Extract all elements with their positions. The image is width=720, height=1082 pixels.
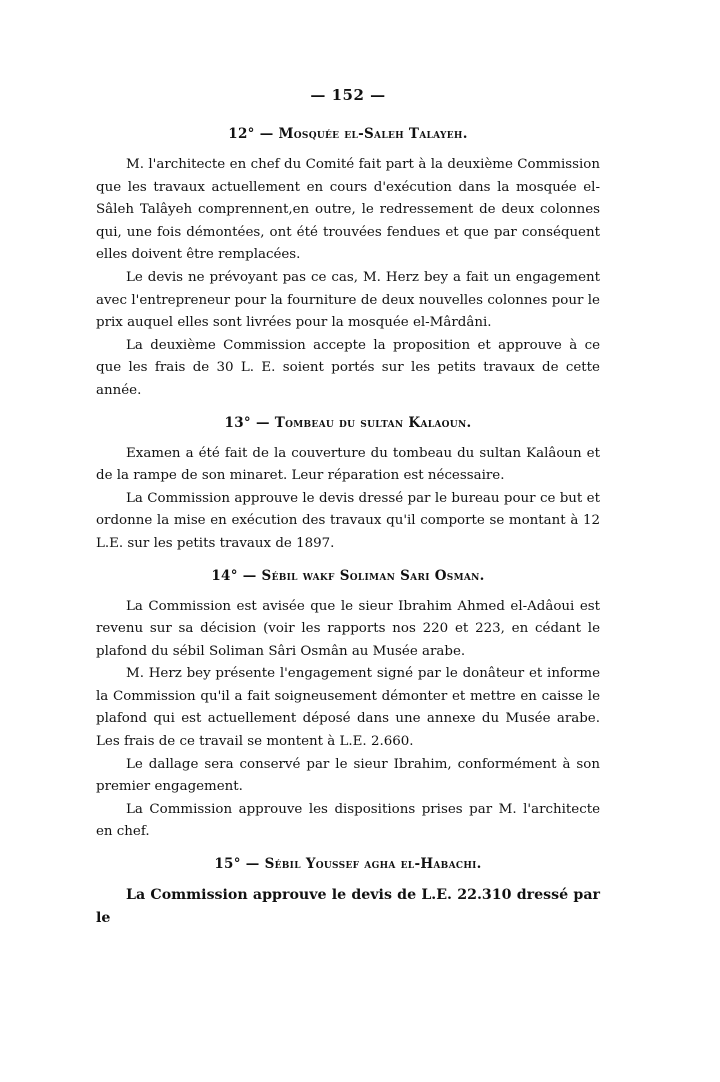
section-heading-14: 14° — Sébil wakf Soliman Sari Osman. — [211, 567, 485, 584]
paragraph: La Commission approuve les dispositions prises par M. l'architecte en chef. — [96, 801, 600, 840]
section-heading-13: 13° — Tombeau du sultan Kalaoun. — [224, 414, 472, 431]
paragraph: La Commission approuve le devis dressé par le bureau pour ce but et ordonne la mise en exécution des travaux qu'il comporte se montant à 12 L.E. sur les petits travaux de 1897. — [96, 490, 600, 551]
page-number: — 152 — — [310, 86, 386, 104]
paragraph: Le devis ne prévoyant pas ce cas, M. Herz bey a fait un engagement avec l'entrepreneur pour la fourniture de deux nouvelles colonnes pour le prix auquel elles sont livrées pour la mosquée el-Mârdâni. — [96, 269, 600, 331]
paragraph: La Commission est avisée que le sieur Ibrahim Ahmed el-Adâoui est revenu sur sa décision (voir les rapports nos 220 et 223, en cédant le plafond du sébil Soliman Sâri Osmân au Musée arabe. — [96, 598, 600, 659]
paragraph: Le dallage sera conservé par le sieur Ibrahim, conformément à son premier engagement. — [96, 756, 600, 795]
section-heading-15: 15° — Sébil Youssef agha el-Habachi. — [214, 856, 482, 873]
paragraph: Examen a été fait de la couverture du tombeau du sultan Kalâoun et de la rampe de son minaret. Leur réparation est nécessaire. — [96, 445, 600, 484]
document-page — [96, 86, 600, 929]
section-heading-12: 12° — Mosquée el-Saleh Talayeh. — [228, 126, 468, 142]
paragraph: M. Herz bey présente l'engagement signé par le donâteur et informe la Commission qu'il a fait soigneusement démonter et mettre en caisse le plafond qui est actuellement déposé dans une annexe du Musée arabe. Les frais de ce travail se montent à L.E. 2.660. — [96, 666, 600, 750]
paragraph: La deuxième Commission accepte la proposition et approuve à ce que les frais de 30 L. E. soient portés sur les petits travaux de cette année. — [96, 337, 600, 398]
paragraph: M. l'architecte en chef du Comité fait part à la deuxième Commission que les travaux actuellement en cours d'exécution dans la mosquée el-Sâleh Talâyeh comprennent,en outre, le redressement de deux colonnes qui, une fois démontées, ont été trouvées fendues et que par conséquent elles doivent être remplacées. — [96, 157, 600, 263]
paragraph: La Commission approuve le devis de L.E. 22.310 dressé par le — [96, 887, 600, 926]
